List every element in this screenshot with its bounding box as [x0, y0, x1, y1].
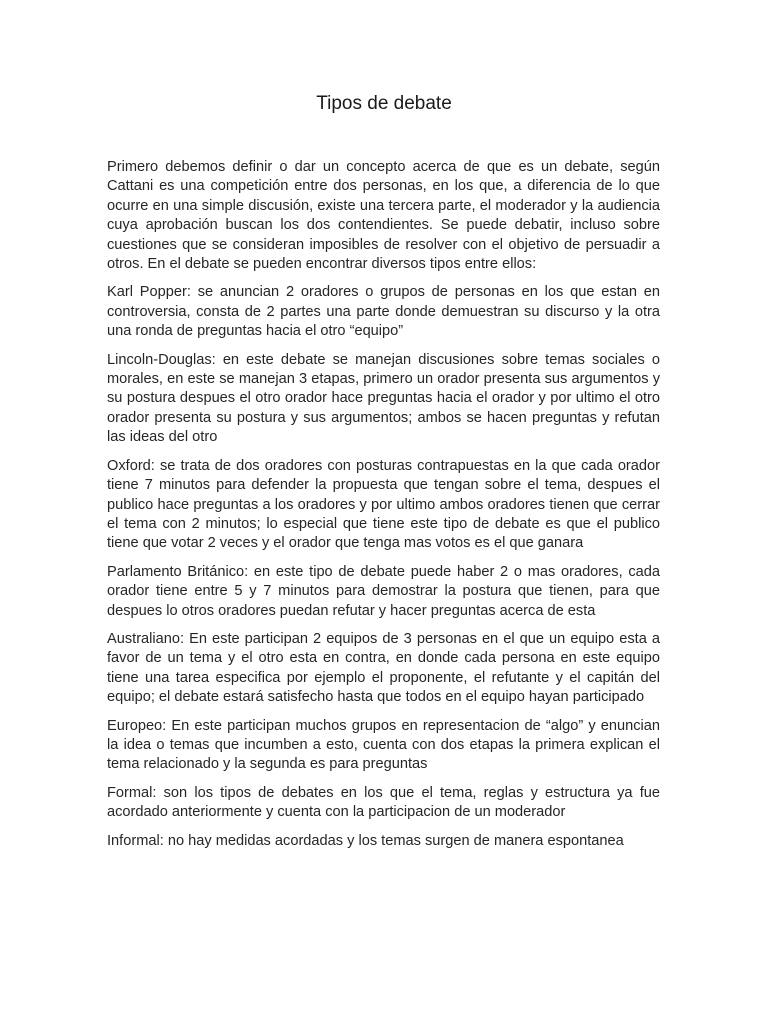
paragraph-karl-popper: Karl Popper: se anuncian 2 oradores o grupos de personas en los que estan en controversia, consta de 2 partes una parte donde demuestran su discurso y la otra una ronda de preguntas hacia el otro “equipo”	[107, 284, 660, 340]
paragraph-informal: Informal: no hay medidas acordadas y los temas surgen de manera espontanea	[107, 832, 624, 849]
paragraph-parlamento-britanico: Parlamento Británico: en este tipo de debate puede haber 2 o mas oradores, cada orador tiene entre 5 y 7 minutos para demostrar la postura que tienen, para que despues lo otros oradores puedan refutar y hacer preguntas acerca de esta	[107, 563, 660, 619]
paragraph-lincoln-douglas: Lincoln-Douglas: en este debate se manejan discusiones sobre temas sociales o morales, en este se manejan 3 etapas, primero un orador presenta sus argumentos y su postura despues el otro orador hace preguntas hacia el orador y por ultimo el otro orador presenta su postura y sus argumentos; ambos se hacen preguntas y refutan las ideas del otro	[107, 351, 660, 446]
paragraph-europeo: Europeo: En este participan muchos grupos en representacion de “algo” y enuncian la idea o temas que incumben a esto, cuenta con dos etapas la primera explican el tema relacionado y la segunda es para preguntas	[107, 717, 660, 773]
paragraph-intro: Primero debemos definir o dar un concepto acerca de que es un debate, según Cattani es una competición entre dos personas, en los que, a diferencia de lo que ocurre en una simple discusión, existe una tercera parte, el moderador y la audiencia cuya aprobación buscan los dos contendientes. Se puede debatir, incluso sobre cuestiones que se consideran imposibles de resolver con el objetivo de persuadir a otros. En el debate se pueden encontrar diversos tipos entre ellos:	[107, 159, 660, 273]
page-title: Tipos de debate	[316, 93, 452, 114]
paragraph-oxford: Oxford: se trata de dos oradores con posturas contrapuestas en la que cada orador tiene 7 minutos para defender la propuesta que tengan sobre el tema, despues el publico hace preguntas a los oradores y por ultimo ambos oradores tienen que cerrar el tema con 2 minutos; lo especial que tiene este tipo de debate es que el publico tiene que votar 2 veces y el orador que tenga mas votos es el que ganara	[107, 457, 660, 552]
document-body	[107, 158, 660, 860]
paragraph-formal: Formal: son los tipos de debates en los que el tema, reglas y estructura ya fue acordado anteriormente y cuenta con la participacion de un moderador	[107, 784, 660, 821]
paragraph-australiano: Australiano: En este participan 2 equipos de 3 personas en el que un equipo esta a favor de un tema y el otro esta en contra, en donde cada persona en este equipo tiene una tarea especifica por ejemplo el proponente, el refutante y el capitán del equipo; el debate estará satisfecho hasta que todos en el equipo hayan participado	[107, 630, 660, 706]
